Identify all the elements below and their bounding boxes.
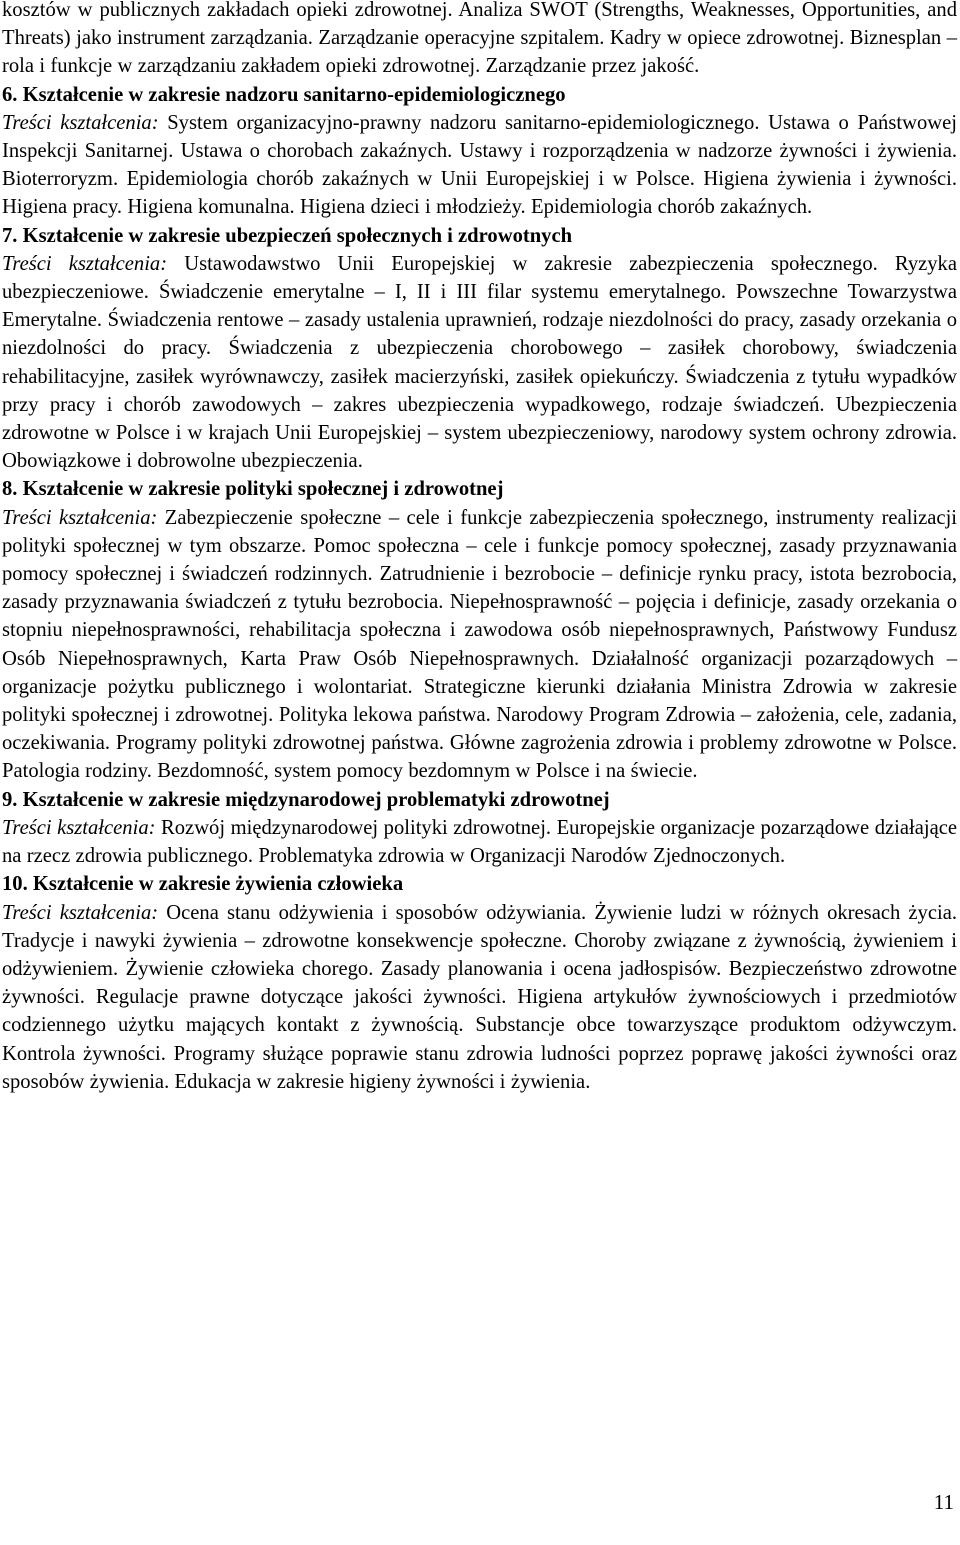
section-number: 7. bbox=[2, 224, 18, 247]
section-heading bbox=[2, 81, 957, 109]
section-lead: Treści kształcenia: bbox=[2, 111, 159, 134]
section-text: Zabezpieczenie społeczne – cele i funkcje zabezpieczenia społecznego, instrumenty realizacji polityki społecznej w tym obszarze. Pomoc społeczna – cele i funkcje pomocy społecznej, zasady przyznawania pomocy społecznej i świadczeń rodzinnych. Zatrudnienie i bezrobocie – definicje rynku pracy, istota bezrobocia, zasady przyznawania świadczeń z tytułu bezrobocia. Niepełnosprawność – pojęcia i definicje, zasady orzekania o stopniu niepełnosprawności, rehabilitacja społeczna i zawodowa osób niepełnosprawnych, Państwowy Fundusz Osób Niepełnosprawnych, Karta Praw Osób Niepełnosprawnych. Działalność organizacji pozarządowych – organizacje pożytku publicznego i wolontariat. Strategiczne kierunki działania Ministra Zdrowia w zakresie polityki społecznej i zdrowotnej. Polityka lekowa państwa. Narodowy Program Zdrowia – założenia, cele, zadania, oczekiwania. Programy polityki zdrowotnej państwa. Główne zagrożenia zdrowia i problemy zdrowotne w Polsce. Patologia rodziny. Bezdomność, system pomocy bezdomnym w Polsce i na świecie. bbox=[2, 506, 958, 783]
section-6 bbox=[2, 81, 957, 222]
intro-paragraph: kosztów w publicznych zakładach opieki zdrowotnej. Analiza SWOT (Strengths, Weaknesses, Opportunities, and Threats) jako instrument zarządzania. Zarządzanie operacyjne szpitalem. Kadry w opiece zdrowotnej. Biznesplan – rola i funkcje w zarządzaniu zakładem opieki zdrowotnej. Zarządzanie przez jakość. bbox=[2, 0, 957, 78]
section-body bbox=[2, 899, 957, 1096]
section-heading bbox=[2, 222, 957, 250]
document-page bbox=[2, 0, 957, 1096]
section-body bbox=[2, 109, 957, 222]
page-number: 11 bbox=[933, 1490, 954, 1514]
section-text: Ocena stanu odżywienia i sposobów odżywiania. Żywienie ludzi w różnych okresach życia. Tradycje i nawyki żywienia – zdrowotne konsekwencje społeczne. Choroby związane z żywnością, żywieniem i odżywieniem. Żywienie człowieka chorego. Zasady planowania i ocena jadłospisów. Bezpieczeństwo zdrowotne żywności. Regulacje prawne dotyczące jakości żywności. Higiena artykułów żywnościowych i przedmiotów codziennego użytku mających kontakt z żywnością. Substancje obce towarzyszące produktom odżywczym. Kontrola żywności. Programy służące poprawie stanu zdrowia ludności poprzez poprawę jakości żywności oraz sposobów żywienia. Edukacja w zakresie higieny żywności i żywienia. bbox=[2, 901, 958, 1093]
section-number: 10. bbox=[2, 873, 28, 896]
section-8 bbox=[2, 475, 957, 785]
section-number: 9. bbox=[2, 788, 18, 811]
section-title: Kształcenie w zakresie ubezpieczeń społecznych i zdrowotnych bbox=[22, 224, 573, 247]
section-7 bbox=[2, 222, 957, 476]
section-heading bbox=[2, 870, 957, 898]
section-body bbox=[2, 250, 957, 476]
section-lead: Treści kształcenia: bbox=[2, 816, 156, 839]
section-text: System organizacyjno-prawny nadzoru sanitarno-epidemiologicznego. Ustawa o Państwowej Inspekcji Sanitarnej. Ustawa o chorobach zakaźnych. Ustawy i rozporządzenia w nadzorze żywności i żywienia. Bioterroryzm. Epidemiologia chorób zakaźnych w Unii Europejskiej i w Polsce. Higiena żywienia i żywności. Higiena pracy. Higiena komunalna. Higiena dzieci i młodzieży. Epidemiologia chorób zakaźnych. bbox=[2, 111, 957, 219]
section-title: Kształcenie w zakresie polityki społecznej i zdrowotnej bbox=[22, 478, 504, 501]
section-heading bbox=[2, 475, 957, 503]
section-number: 8. bbox=[2, 478, 18, 501]
section-text: Rozwój międzynarodowej polityki zdrowotnej. Europejskie organizacje pozarządowe działające na rzecz zdrowia publicznego. Problematyka zdrowia w Organizacji Narodów Zjednoczonych. bbox=[2, 816, 958, 868]
section-number: 6. bbox=[2, 83, 18, 106]
section-text: Ustawodawstwo Unii Europejskiej w zakresie zabezpieczenia społecznego. Ryzyka ubezpieczeniowe. Świadczenie emerytalne – I, II i III filar systemu emerytalnego. Powszechne Towarzystwa Emerytalne. Świadczenia rentowe – zasady ustalenia uprawnień, rodzaje niezdolności do pracy, zasady orzekania o niezdolności do pracy. Świadczenia z ubezpieczenia chorobowego – zasiłek chorobowy, świadczenia rehabilitacyjne, zasiłek wyrównawczy, zasiłek macierzyński, zasiłek opiekuńczy. Świadczenia z tytułu wypadków przy pracy i chorób zawodowych – zakres ubezpieczenia wypadkowego, rodzaje świadczeń. Ubezpieczenia zdrowotne w Polsce i w krajach Unii Europejskiej – system ubezpieczeniowy, narodowy system ochrony zdrowia. Obowiązkowe i dobrowolne ubezpieczenia. bbox=[2, 252, 957, 473]
section-lead: Treści kształcenia: bbox=[2, 252, 168, 275]
section-title: Kształcenie w zakresie międzynarodowej problematyki zdrowotnej bbox=[22, 788, 610, 811]
section-lead: Treści kształcenia: bbox=[2, 901, 159, 924]
section-9 bbox=[2, 786, 957, 871]
section-10 bbox=[2, 870, 957, 1096]
section-title: Kształcenie w zakresie żywienia człowieka bbox=[32, 873, 404, 896]
section-body bbox=[2, 814, 957, 870]
section-title: Kształcenie w zakresie nadzoru sanitarno-epidemiologicznego bbox=[22, 83, 566, 106]
section-heading bbox=[2, 786, 957, 814]
section-body bbox=[2, 504, 957, 786]
section-lead: Treści kształcenia: bbox=[2, 506, 158, 529]
